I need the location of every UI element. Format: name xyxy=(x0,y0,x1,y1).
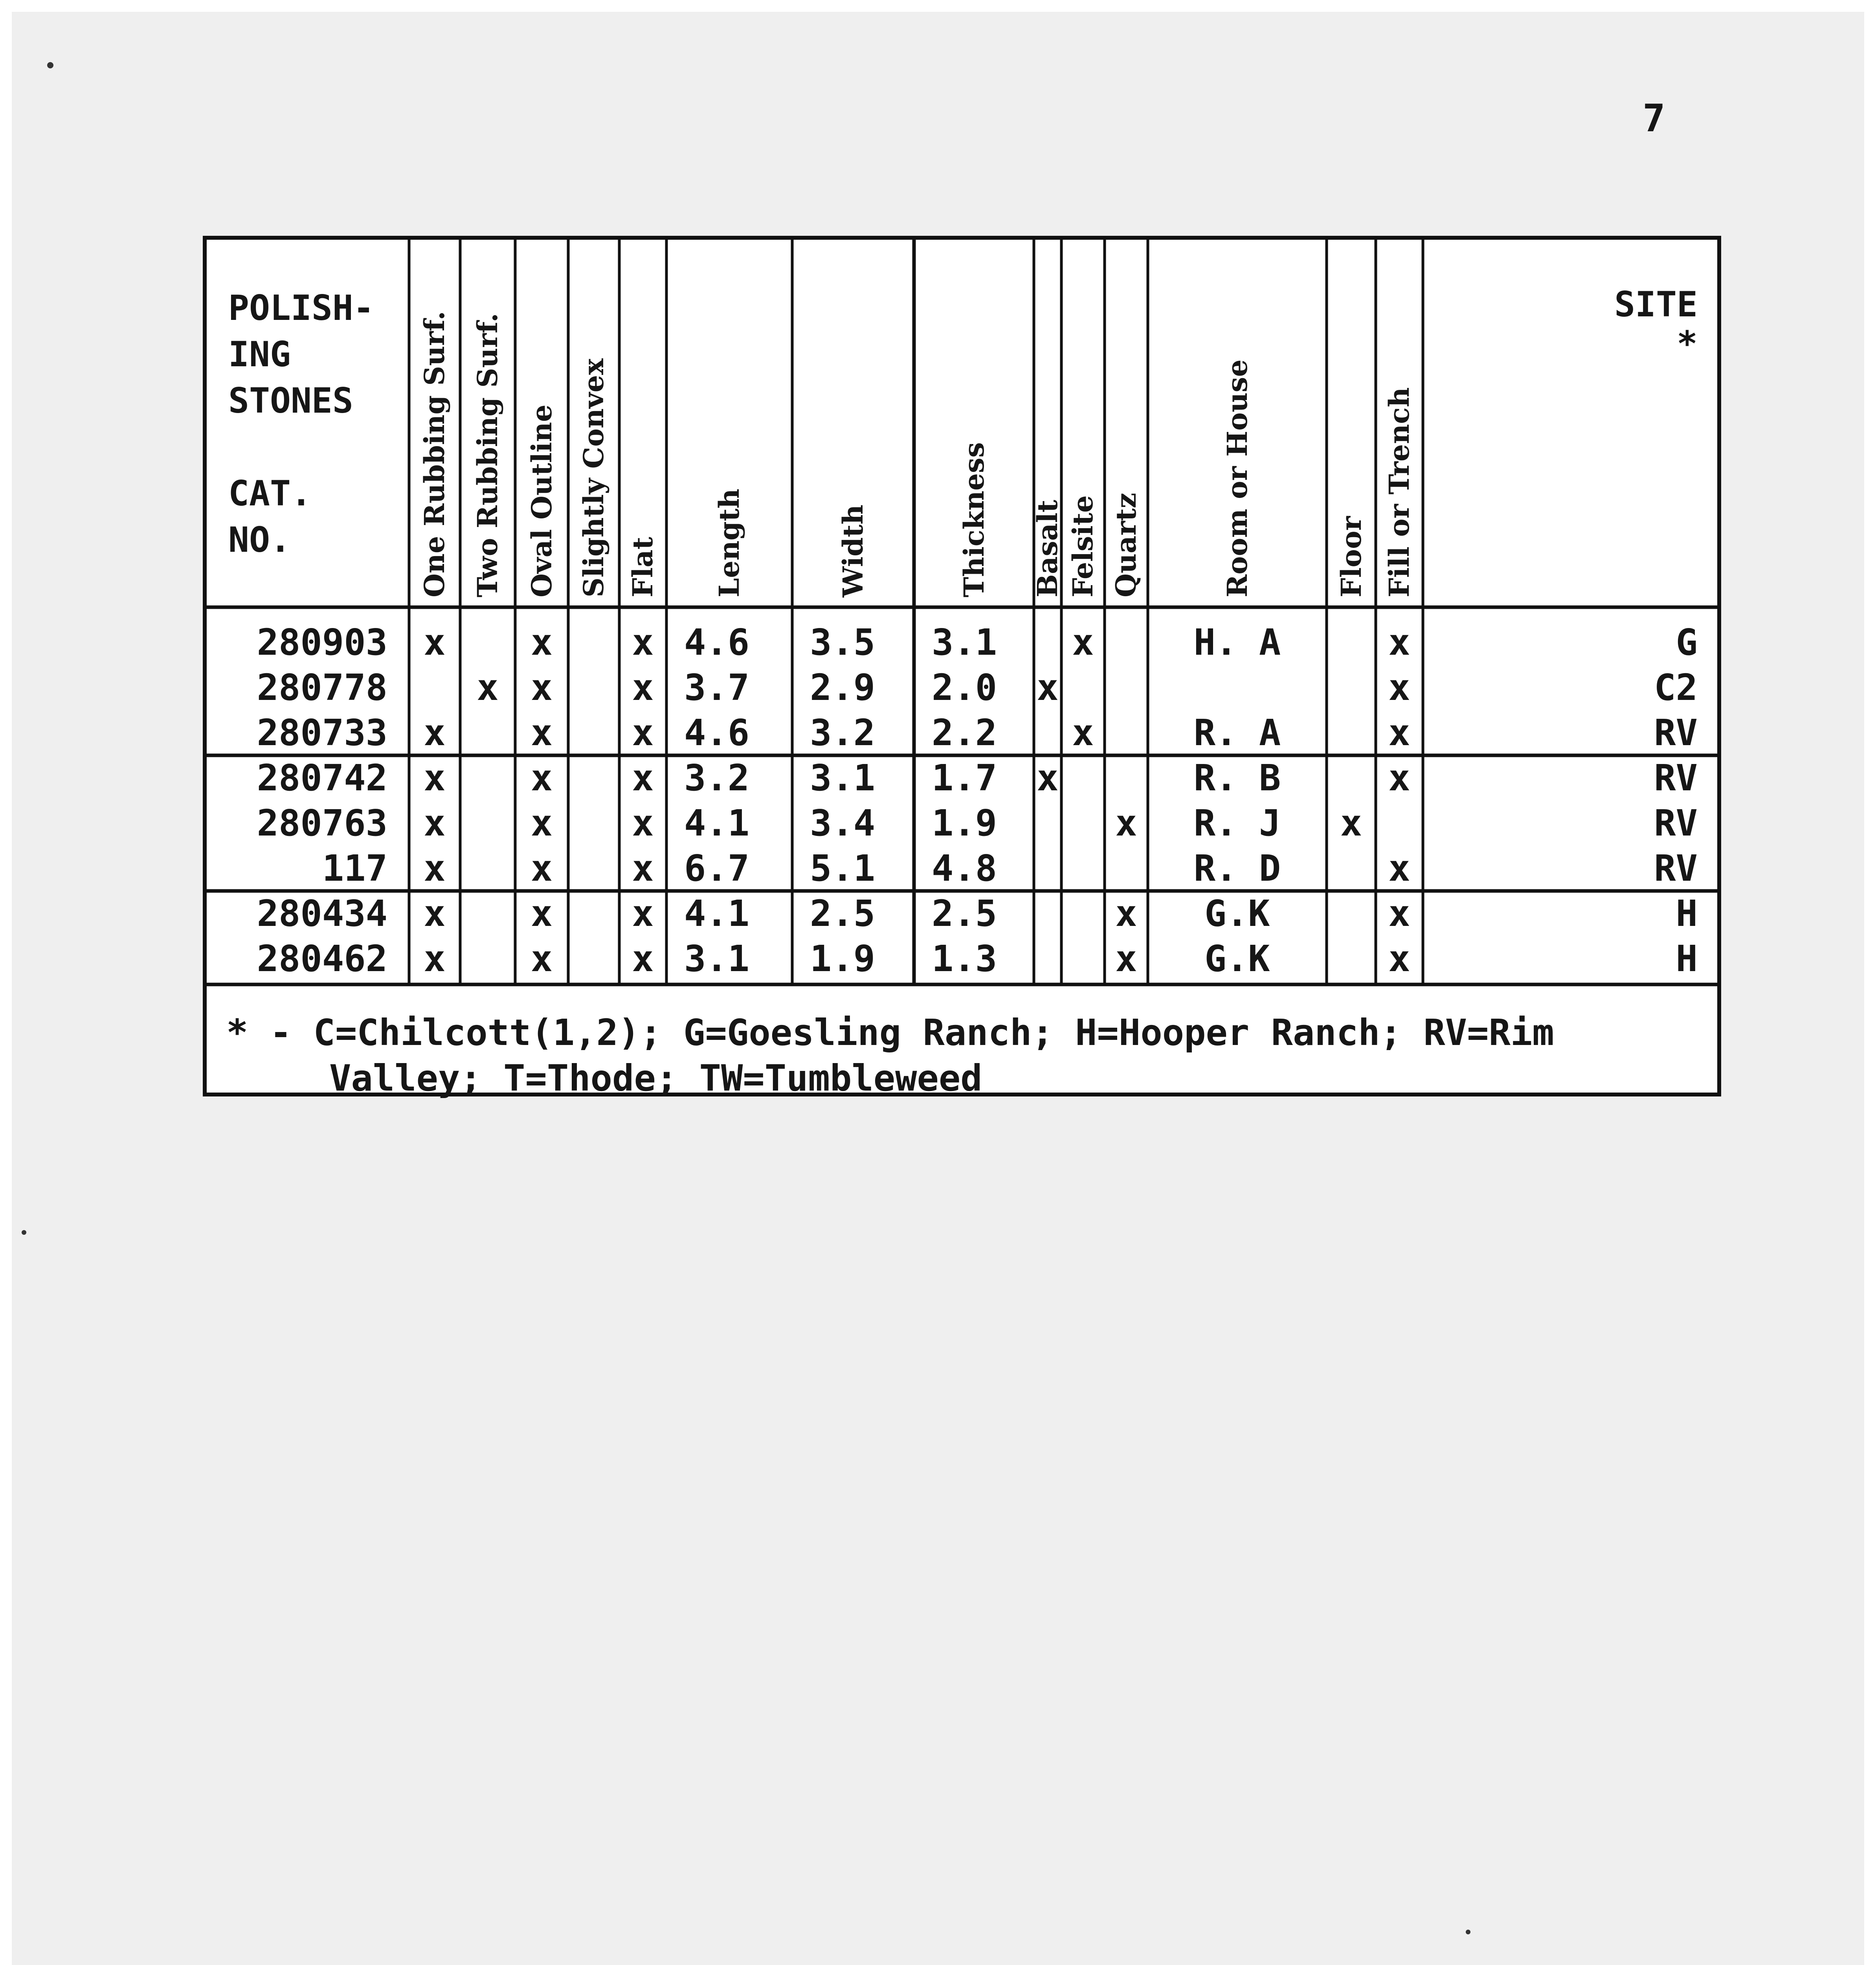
mark-cell: x xyxy=(1072,621,1094,663)
mark-cell: x xyxy=(632,847,654,889)
mark-cell: x xyxy=(632,893,654,935)
mark-cell: x xyxy=(477,667,499,709)
catalog-header-line: POLISH- xyxy=(228,288,374,328)
mark-cell: x xyxy=(424,938,446,980)
column-header: Thickness xyxy=(957,442,990,597)
mark-cell: x xyxy=(1388,667,1410,709)
mark-cell: x xyxy=(1037,757,1059,799)
catalog-number-header xyxy=(228,285,374,563)
mark-cell: x xyxy=(530,757,553,799)
mark-cell: x xyxy=(1388,621,1410,663)
catalog-number: 280763 xyxy=(257,802,387,844)
mark-cell: x xyxy=(530,712,553,754)
paper-speck xyxy=(22,1230,26,1235)
mark-cell: x xyxy=(1340,802,1362,844)
measurement-cell: 4.6 xyxy=(684,712,750,754)
measurement-cell: 1.7 xyxy=(932,757,997,799)
catalog-header-line: NO. xyxy=(228,520,291,560)
site-cell: H xyxy=(1676,938,1698,980)
measurement-cell: 2.2 xyxy=(932,712,997,754)
site-cell: C2 xyxy=(1654,667,1698,709)
column-header: Basalt xyxy=(1031,500,1064,597)
mark-cell: x xyxy=(632,757,654,799)
catalog-header-line xyxy=(228,424,374,470)
column-header: One Rubbing Surf. xyxy=(418,311,451,597)
measurement-cell: 4.1 xyxy=(684,893,750,935)
paper-speck xyxy=(47,62,53,68)
measurement-cell: 3.2 xyxy=(684,757,750,799)
legend-line-1: * - C=Chilcott(1,2); G=Goesling Ranch; H=Hooper Ranch; RV=Rim xyxy=(226,1012,1554,1054)
measurement-cell: 3.1 xyxy=(684,938,750,980)
legend-line-2: Valley; T=Thode; TW=Tumbleweed xyxy=(329,1057,982,1099)
mark-cell: x xyxy=(424,893,446,935)
mark-cell: x xyxy=(1115,802,1137,844)
column-header: Slightly Convex xyxy=(577,358,610,597)
measurement-cell: 6.7 xyxy=(684,847,750,889)
mark-cell: x xyxy=(1388,757,1410,799)
site-cell: RV xyxy=(1654,847,1698,889)
column-header: Felsite xyxy=(1066,495,1099,597)
column-header: Length xyxy=(713,488,745,597)
column-header: Fill or Trench xyxy=(1383,387,1415,597)
measurement-cell: 3.5 xyxy=(810,621,876,663)
measurement-cell: 2.0 xyxy=(932,667,997,709)
mark-cell: x xyxy=(530,847,553,889)
column-header: Room or House xyxy=(1221,359,1254,597)
mark-cell: x xyxy=(1388,847,1410,889)
mark-cell: x xyxy=(424,621,446,663)
site-legend xyxy=(226,1010,1700,1101)
mark-cell: x xyxy=(1388,893,1410,935)
mark-cell: x xyxy=(1072,712,1094,754)
paper-speck xyxy=(1466,1930,1470,1934)
site-cell: RV xyxy=(1654,712,1698,754)
site-cell: G xyxy=(1676,621,1698,663)
measurement-cell: 2.5 xyxy=(810,893,876,935)
measurement-cell: 4.1 xyxy=(684,802,750,844)
catalog-header-line: CAT. xyxy=(228,473,312,514)
catalog-number: 280462 xyxy=(257,938,387,980)
room-cell: R. B xyxy=(1193,757,1281,799)
mark-cell: x xyxy=(530,938,553,980)
mark-cell: x xyxy=(1388,938,1410,980)
site-cell: RV xyxy=(1654,757,1698,799)
mark-cell: x xyxy=(530,893,553,935)
catalog-number: 280903 xyxy=(257,621,387,663)
room-cell: R. J xyxy=(1193,802,1281,844)
mark-cell: x xyxy=(424,712,446,754)
column-header: Floor xyxy=(1334,516,1368,597)
site-header-label: SITE xyxy=(1614,284,1698,325)
catalog-number: 280742 xyxy=(257,757,387,799)
mark-cell: x xyxy=(632,712,654,754)
measurement-cell: 1.9 xyxy=(932,802,997,844)
measurement-cell: 3.1 xyxy=(810,757,876,799)
site-header xyxy=(1614,285,1698,364)
catalog-header-line: ING xyxy=(228,334,291,375)
catalog-number: 280778 xyxy=(257,667,387,709)
catalog-number: 280434 xyxy=(257,893,387,935)
room-cell: G.K xyxy=(1204,938,1270,980)
mark-cell: x xyxy=(1115,938,1137,980)
mark-cell: x xyxy=(632,802,654,844)
measurement-cell: 2.5 xyxy=(932,893,997,935)
mark-cell: x xyxy=(1115,893,1137,935)
measurement-cell: 1.9 xyxy=(810,938,876,980)
room-cell: R. D xyxy=(1193,847,1281,889)
mark-cell: x xyxy=(632,938,654,980)
room-cell: H. A xyxy=(1193,621,1281,663)
column-header: Flat xyxy=(626,537,659,597)
mark-cell: x xyxy=(530,802,553,844)
mark-cell: x xyxy=(530,621,553,663)
page-number: 7 xyxy=(1643,96,1665,140)
column-header: Width xyxy=(837,504,869,597)
measurement-cell: 2.9 xyxy=(810,667,876,709)
catalog-number: 117 xyxy=(322,847,387,889)
site-header-asterisk: * xyxy=(1677,323,1698,364)
mark-cell: x xyxy=(424,757,446,799)
measurement-cell: 3.4 xyxy=(810,802,876,844)
mark-cell: x xyxy=(1037,667,1059,709)
site-cell: H xyxy=(1676,893,1698,935)
mark-cell: x xyxy=(424,802,446,844)
polishing-stones-table xyxy=(203,236,1721,1099)
mark-cell: x xyxy=(530,667,553,709)
measurement-cell: 4.8 xyxy=(932,847,997,889)
mark-cell: x xyxy=(1388,712,1410,754)
document-page xyxy=(12,12,1864,1965)
room-cell: R. A xyxy=(1193,712,1281,754)
mark-cell: x xyxy=(632,667,654,709)
measurement-cell: 3.1 xyxy=(932,621,997,663)
catalog-number: 280733 xyxy=(257,712,387,754)
measurement-cell: 3.2 xyxy=(810,712,876,754)
room-cell: G.K xyxy=(1204,893,1270,935)
measurement-cell: 5.1 xyxy=(810,847,876,889)
column-header: Quartz xyxy=(1110,492,1142,597)
mark-cell: x xyxy=(632,621,654,663)
mark-cell: x xyxy=(424,847,446,889)
measurement-cell: 1.3 xyxy=(932,938,997,980)
measurement-cell: 3.7 xyxy=(684,667,750,709)
column-header: Two Rubbing Surf. xyxy=(471,313,504,597)
column-header: Oval Outline xyxy=(525,404,558,597)
catalog-header-line: STONES xyxy=(228,380,353,421)
measurement-cell: 4.6 xyxy=(684,621,750,663)
site-cell: RV xyxy=(1654,802,1698,844)
